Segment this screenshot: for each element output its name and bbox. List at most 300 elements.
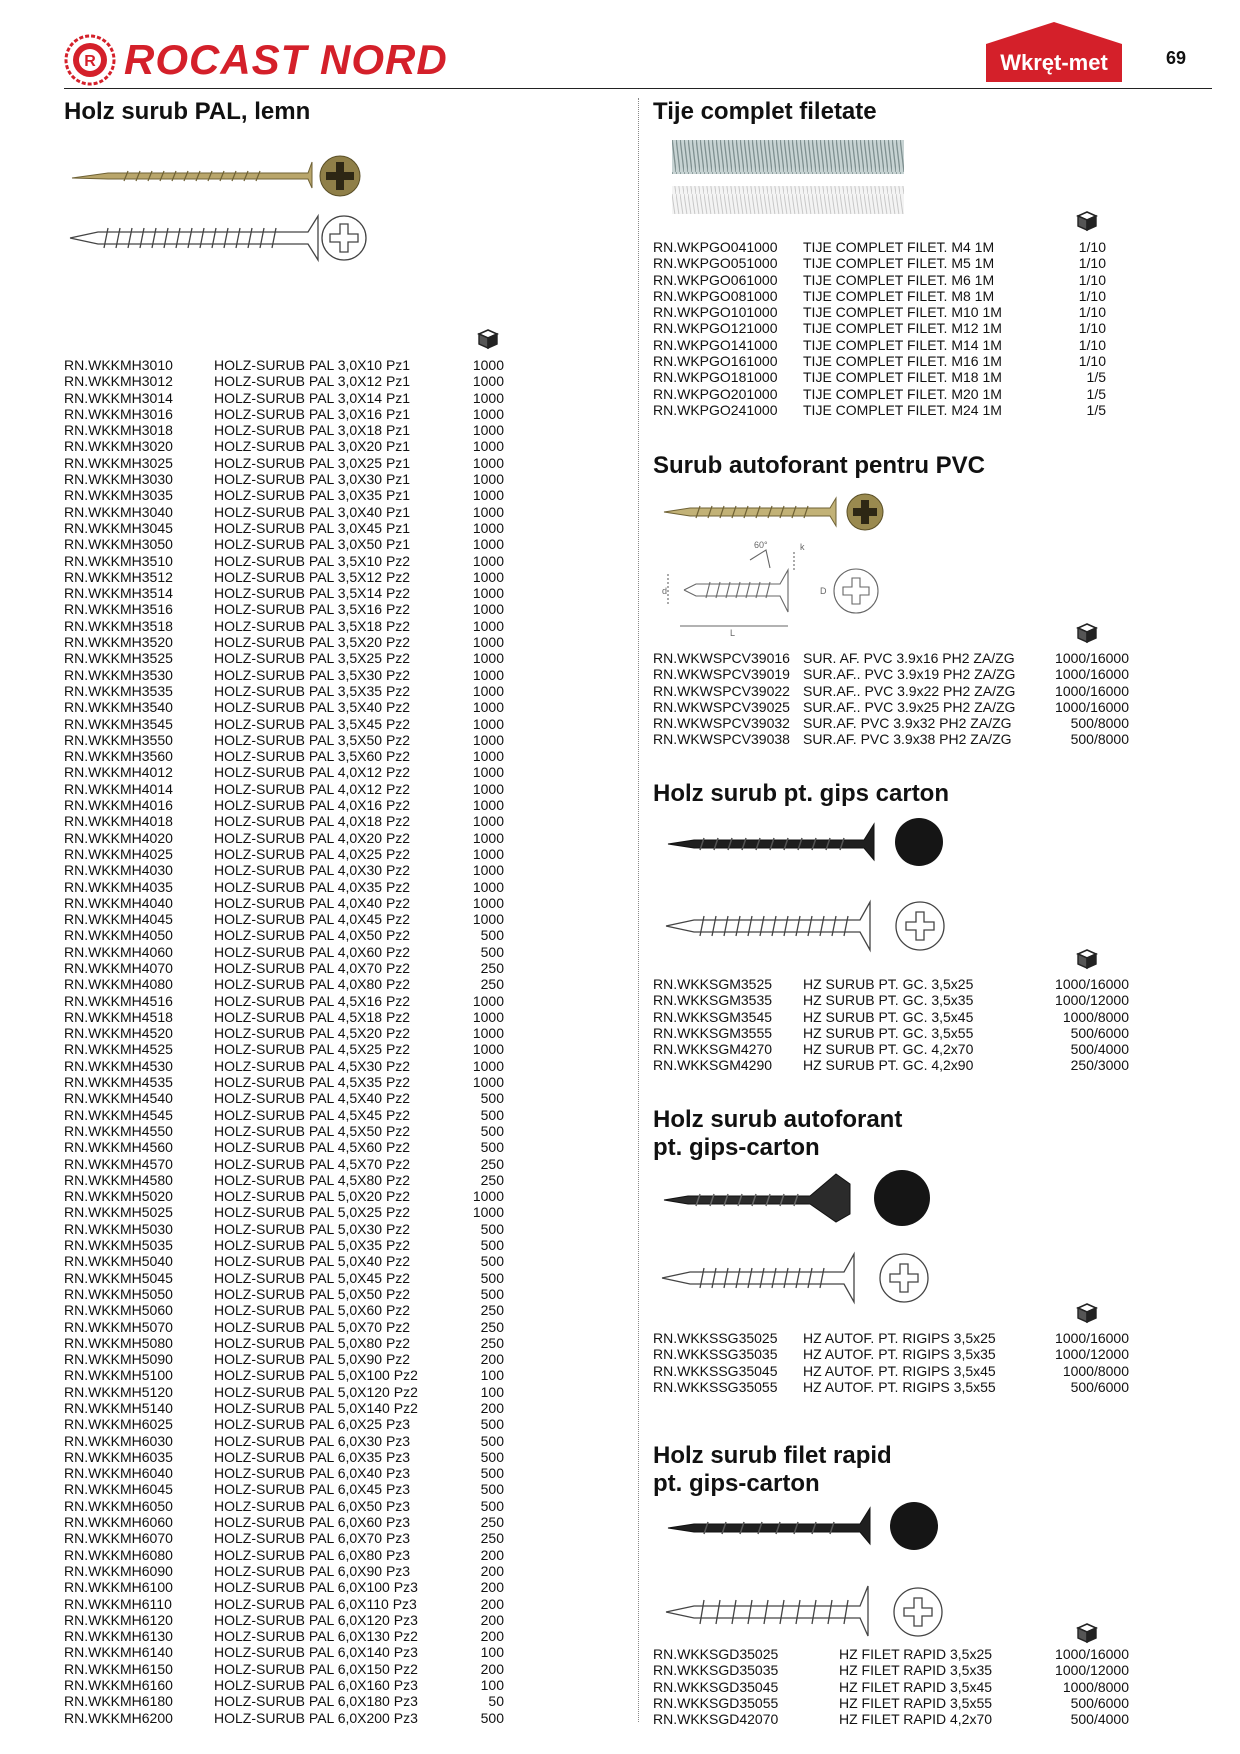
product-code: RN.WKWSPCV39038 <box>653 731 790 748</box>
page-number: 69 <box>1166 48 1187 68</box>
product-description: HOLZ-SURUB PAL 3,5X40 Pz2 <box>214 699 411 716</box>
product-code: RN.WKKMH3516 <box>64 601 173 618</box>
product-description: HOLZ-SURUB PAL 6,0X70 Pz3 <box>214 1530 411 1547</box>
package-quantity: 500/4000 <box>1070 1041 1129 1058</box>
product-code: RN.WKKMH5090 <box>64 1351 173 1368</box>
table-row <box>64 1090 524 1106</box>
product-description: HOLZ-SURUB PAL 4,5X45 Pz2 <box>214 1106 411 1123</box>
table-row <box>64 1693 524 1709</box>
product-description: HOLZ-SURUB PAL 4,5X25 Pz2 <box>214 1041 411 1058</box>
product-code: RN.WKKSGM3525 <box>653 976 773 992</box>
product-code: RN.WKKMH5035 <box>64 1237 173 1254</box>
product-code: RN.WKKMH4550 <box>64 1122 173 1139</box>
package-quantity: 1000 <box>472 503 504 520</box>
product-code: RN.WKKMH4530 <box>64 1057 173 1074</box>
product-code: RN.WKKMH6150 <box>64 1660 173 1677</box>
table-row <box>653 402 1123 418</box>
product-description: HOLZ-SURUB PAL 5,0X120 Pz2 <box>214 1383 418 1400</box>
product-description: SUR. AF. PVC 3.9x16 PH2 ZA/ZG <box>803 650 1015 666</box>
product-description: HOLZ-SURUB PAL 4,5X70 Pz2 <box>214 1155 411 1172</box>
product-description: HZ SURUB PT. GC. 4,2x90 <box>803 1057 974 1074</box>
product-code: RN.WKKMH5050 <box>64 1285 173 1302</box>
table-row <box>64 1498 524 1514</box>
brand-logo-block <box>64 34 448 86</box>
product-description: HZ FILET RAPID 3,5x35 <box>839 1662 993 1679</box>
product-description: HOLZ-SURUB PAL 4,5X16 Pz2 <box>214 992 411 1009</box>
product-description: HOLZ-SURUB PAL 4,0X50 Pz2 <box>214 927 411 944</box>
product-code: RN.WKKMH5040 <box>64 1253 173 1270</box>
product-code: RN.WKKSGM4270 <box>653 1041 773 1058</box>
package-quantity: 200 <box>480 1546 504 1563</box>
package-quantity: 100 <box>480 1644 504 1661</box>
product-description: HZ SURUB PT. GC. 4,2x70 <box>803 1041 974 1058</box>
product-code: RN.WKKMH5080 <box>64 1334 173 1351</box>
table-row <box>653 386 1123 402</box>
product-description: HOLZ-SURUB PAL 4,0X60 Pz2 <box>214 943 411 960</box>
table-row <box>653 1025 1133 1041</box>
product-description: HOLZ-SURUB PAL 3,0X50 Pz1 <box>214 536 411 553</box>
diagram-label-angle: 60° <box>754 540 768 550</box>
package-quantity: 1000 <box>472 1074 504 1091</box>
product-description: HOLZ-SURUB PAL 4,0X16 Pz2 <box>214 797 411 814</box>
product-code: RN.WKKMH4520 <box>64 1025 173 1042</box>
product-description: HOLZ-SURUB PAL 5,0X70 Pz2 <box>214 1318 411 1335</box>
product-code: RN.WKPGO081000 <box>653 287 778 304</box>
package-quantity: 200 <box>480 1562 504 1579</box>
table-row <box>653 272 1123 288</box>
package-quantity: 250/3000 <box>1070 1057 1129 1074</box>
table-row <box>653 1346 1133 1362</box>
package-quantity: 1000 <box>472 601 504 618</box>
package-quantity: 200 <box>480 1660 504 1677</box>
product-code: RN.WKKMH6060 <box>64 1514 173 1531</box>
product-description: HOLZ-SURUB PAL 5,0X140 Pz2 <box>214 1400 418 1416</box>
table-row <box>64 1367 524 1383</box>
package-box-icon <box>1076 622 1098 644</box>
product-description: TIJE COMPLET FILET. M8 1M <box>803 287 995 304</box>
product-description: HOLZ-SURUB PAL 3,0X25 Pz1 <box>214 454 411 471</box>
table-row <box>653 255 1123 271</box>
package-quantity: 1000 <box>472 699 504 716</box>
package-quantity: 250 <box>480 1514 504 1531</box>
package-box-icon <box>1076 1622 1098 1644</box>
table-row <box>653 666 1133 682</box>
product-code: RN.WKKMH3025 <box>64 454 173 471</box>
table-row <box>64 1302 524 1318</box>
table-row <box>64 1400 524 1416</box>
product-description: HOLZ-SURUB PAL 3,5X60 Pz2 <box>214 748 411 765</box>
package-quantity: 500 <box>480 1497 504 1514</box>
product-description: TIJE COMPLET FILET. M5 1M <box>803 255 995 272</box>
product-code: RN.WKPGO241000 <box>653 401 778 418</box>
table-row <box>64 862 524 878</box>
product-list-holz-surub-autoforant <box>653 1330 1133 1395</box>
product-description: HOLZ-SURUB PAL 6,0X30 Pz3 <box>214 1432 411 1449</box>
product-description: TIJE COMPLET FILET. M10 1M <box>803 304 1002 321</box>
package-quantity: 500 <box>480 1220 504 1237</box>
product-code: RN.WKWSPCV39022 <box>653 682 790 699</box>
product-code: RN.WKKMH4080 <box>64 976 173 993</box>
table-row <box>653 1646 1133 1662</box>
package-quantity: 1000 <box>472 731 504 748</box>
table-row <box>64 683 524 699</box>
table-row <box>64 1253 524 1269</box>
product-description: HOLZ-SURUB PAL 4,0X25 Pz2 <box>214 845 411 862</box>
package-quantity: 1000/16000 <box>1055 1646 1129 1662</box>
product-code: RN.WKKMH4035 <box>64 878 173 895</box>
product-code: RN.WKKMH3050 <box>64 536 173 553</box>
diagram-label-D: D <box>820 586 827 596</box>
product-code: RN.WKKMH4516 <box>64 992 173 1009</box>
package-quantity: 500 <box>480 1122 504 1139</box>
product-code: RN.WKKSGD42070 <box>653 1711 779 1728</box>
product-code: RN.WKKMH4535 <box>64 1074 173 1091</box>
package-quantity: 500 <box>480 1269 504 1286</box>
product-description: HOLZ-SURUB PAL 4,0X35 Pz2 <box>214 878 411 895</box>
table-row <box>64 993 524 1009</box>
package-quantity: 1/5 <box>1086 369 1106 386</box>
product-description: TIJE COMPLET FILET. M6 1M <box>803 271 995 288</box>
table-row <box>653 731 1133 747</box>
product-code: RN.WKKMH3514 <box>64 585 173 602</box>
product-description: HOLZ-SURUB PAL 6,0X140 Pz3 <box>214 1644 418 1661</box>
product-code: RN.WKPGO041000 <box>653 239 778 255</box>
package-quantity: 1000 <box>472 405 504 422</box>
product-code: RN.WKKSGM4290 <box>653 1057 773 1074</box>
table-row <box>64 1351 524 1367</box>
product-description: HOLZ-SURUB PAL 3,5X35 Pz2 <box>214 682 411 699</box>
table-row <box>64 1530 524 1546</box>
product-description: HZ SURUB PT. GC. 3,5x25 <box>803 976 974 992</box>
product-code: RN.WKPGO161000 <box>653 353 778 370</box>
table-row <box>64 944 524 960</box>
table-row <box>64 1433 524 1449</box>
product-description: HOLZ-SURUB PAL 3,0X14 Pz1 <box>214 389 411 406</box>
table-row <box>64 1481 524 1497</box>
product-description: HOLZ-SURUB PAL 3,5X45 Pz2 <box>214 715 411 732</box>
product-code: RN.WKKMH3045 <box>64 519 173 536</box>
product-code: RN.WKKSSG35055 <box>653 1378 778 1395</box>
package-quantity: 1000/16000 <box>1055 976 1129 992</box>
product-description: HOLZ-SURUB PAL 3,5X50 Pz2 <box>214 731 411 748</box>
table-row <box>64 1204 524 1220</box>
product-code: RN.WKKSSG35025 <box>653 1330 778 1346</box>
package-quantity: 1000 <box>472 568 504 585</box>
product-description: HOLZ-SURUB PAL 4,5X60 Pz2 <box>214 1139 411 1156</box>
product-description: HOLZ-SURUB PAL 6,0X110 Pz3 <box>214 1595 417 1612</box>
product-description: HOLZ-SURUB PAL 6,0X50 Pz3 <box>214 1497 411 1514</box>
table-row <box>64 553 524 569</box>
product-description: HOLZ-SURUB PAL 6,0X40 Pz3 <box>214 1465 411 1482</box>
package-quantity: 50 <box>488 1693 504 1710</box>
table-row <box>653 683 1133 699</box>
table-row <box>64 1547 524 1563</box>
product-description: HZ AUTOF. PT. RIGIPS 3,5x25 <box>803 1330 996 1346</box>
table-row <box>64 1628 524 1644</box>
package-quantity: 1000 <box>472 422 504 439</box>
product-description: HZ FILET RAPID 4,2x70 <box>839 1711 993 1728</box>
product-description: HOLZ-SURUB PAL 5,0X45 Pz2 <box>214 1269 411 1286</box>
table-row <box>64 1237 524 1253</box>
package-quantity: 1000 <box>472 764 504 781</box>
product-description: TIJE COMPLET FILET. M16 1M <box>803 353 1002 370</box>
product-code: RN.WKKMH6160 <box>64 1677 173 1694</box>
product-code: RN.WKKMH6030 <box>64 1432 173 1449</box>
product-description: HOLZ-SURUB PAL 3,0X20 Pz1 <box>214 438 411 455</box>
product-list-tije-complet-filetate <box>653 239 1123 418</box>
product-description: HOLZ-SURUB PAL 4,5X35 Pz2 <box>214 1074 411 1091</box>
package-quantity: 1000 <box>472 1057 504 1074</box>
table-row <box>64 1384 524 1400</box>
table-row <box>64 1025 524 1041</box>
product-code: RN.WKKMH4545 <box>64 1106 173 1123</box>
package-quantity: 250 <box>480 1155 504 1172</box>
table-row <box>64 390 524 406</box>
product-code: RN.WKKMH5025 <box>64 1204 173 1221</box>
package-quantity: 1000 <box>472 454 504 471</box>
product-code: RN.WKKMH5045 <box>64 1269 173 1286</box>
product-description: SUR.AF.. PVC 3.9x19 PH2 ZA/ZG <box>803 666 1016 683</box>
table-row <box>653 1041 1133 1057</box>
package-quantity: 500 <box>480 1253 504 1270</box>
table-row <box>64 1123 524 1139</box>
table-row <box>64 585 524 601</box>
table-row <box>64 438 524 454</box>
package-quantity: 1/5 <box>1086 401 1106 418</box>
brand-name: ROCAST NORD <box>124 36 448 83</box>
product-code: RN.WKKMH4016 <box>64 797 173 814</box>
package-quantity: 1000 <box>472 1008 504 1025</box>
package-quantity: 500 <box>480 1090 504 1107</box>
package-quantity: 1/10 <box>1078 271 1106 288</box>
table-row <box>64 1156 524 1172</box>
package-box-icon <box>1076 210 1098 232</box>
product-code: RN.WKKMH5100 <box>64 1367 173 1384</box>
package-quantity: 500 <box>480 1448 504 1465</box>
package-quantity: 1000/16000 <box>1055 650 1129 666</box>
product-list-surub-autoforant-pvc <box>653 650 1133 748</box>
package-quantity: 500 <box>480 1432 504 1449</box>
package-quantity: 1000 <box>472 1041 504 1058</box>
product-code: RN.WKKMH5030 <box>64 1220 173 1237</box>
table-row <box>653 699 1133 715</box>
package-quantity: 1000 <box>472 682 504 699</box>
package-quantity: 250 <box>480 1318 504 1335</box>
table-row <box>64 667 524 683</box>
table-row <box>64 422 524 438</box>
product-description: TIJE COMPLET FILET. M4 1M <box>803 239 995 255</box>
product-code: RN.WKKMH6180 <box>64 1693 173 1710</box>
table-row <box>64 1465 524 1481</box>
product-code: RN.WKKMH4560 <box>64 1139 173 1156</box>
section-title-holz-surub-autoforant-line1: Holz surub autoforant <box>653 1106 903 1133</box>
package-quantity: 200 <box>480 1351 504 1368</box>
table-row <box>64 1107 524 1123</box>
package-quantity: 1000 <box>472 748 504 765</box>
product-code: RN.WKKSSG35045 <box>653 1362 778 1379</box>
product-description: HOLZ-SURUB PAL 6,0X80 Pz3 <box>214 1546 411 1563</box>
package-quantity: 500 <box>480 1709 504 1726</box>
section-title-surub-autoforant-pvc: Surub autoforant pentru PVC <box>653 452 985 479</box>
package-quantity: 1/10 <box>1078 239 1106 255</box>
package-quantity: 1000 <box>472 780 504 797</box>
product-description: HZ SURUB PT. GC. 3,5x55 <box>803 1024 974 1041</box>
package-quantity: 1000/16000 <box>1055 698 1129 715</box>
table-row <box>64 895 524 911</box>
product-code: RN.WKKSSG35035 <box>653 1346 778 1363</box>
table-row <box>64 1661 524 1677</box>
package-quantity: 500 <box>480 943 504 960</box>
table-row <box>64 618 524 634</box>
product-code: RN.WKWSPCV39016 <box>653 650 790 666</box>
table-row <box>64 1514 524 1530</box>
table-row <box>653 1711 1133 1727</box>
product-code: RN.WKKMH6140 <box>64 1644 173 1661</box>
diagram-label-L: L <box>730 628 736 638</box>
table-row <box>64 634 524 650</box>
package-quantity: 250 <box>480 1171 504 1188</box>
product-description: HOLZ-SURUB PAL 6,0X25 Pz3 <box>214 1416 411 1433</box>
product-description: HOLZ-SURUB PAL 4,0X80 Pz2 <box>214 976 411 993</box>
product-description: HOLZ-SURUB PAL 3,0X10 Pz1 <box>214 357 411 373</box>
table-row <box>653 1379 1133 1395</box>
product-description: HOLZ-SURUB PAL 3,5X12 Pz2 <box>214 568 411 585</box>
product-description: HOLZ-SURUB PAL 4,0X70 Pz2 <box>214 959 411 976</box>
product-code: RN.WKKMH4020 <box>64 829 173 846</box>
package-quantity: 1000 <box>472 634 504 651</box>
table-row <box>64 536 524 552</box>
product-description: HOLZ-SURUB PAL 6,0X120 Pz3 <box>214 1611 418 1628</box>
product-description: HOLZ-SURUB PAL 6,0X100 Pz3 <box>214 1579 418 1596</box>
package-quantity: 1000/8000 <box>1062 1008 1129 1025</box>
product-description: HOLZ-SURUB PAL 6,0X45 Pz3 <box>214 1481 411 1498</box>
table-row <box>64 569 524 585</box>
product-code: RN.WKKMH3012 <box>64 373 173 390</box>
product-code: RN.WKKSGD35055 <box>653 1694 779 1711</box>
product-description: HOLZ-SURUB PAL 4,0X40 Pz2 <box>214 894 411 911</box>
table-row <box>64 1139 524 1155</box>
product-description: HZ AUTOF. PT. RIGIPS 3,5x55 <box>803 1378 996 1395</box>
product-code: RN.WKKMH3035 <box>64 487 173 504</box>
product-description: HOLZ-SURUB PAL 3,5X14 Pz2 <box>214 585 411 602</box>
product-description: HOLZ-SURUB PAL 4,5X50 Pz2 <box>214 1122 411 1139</box>
table-row <box>64 781 524 797</box>
product-description: HOLZ-SURUB PAL 6,0X150 Pz2 <box>214 1660 418 1677</box>
package-quantity: 1/10 <box>1078 304 1106 321</box>
product-description: HOLZ-SURUB PAL 4,0X18 Pz2 <box>214 813 411 830</box>
table-row <box>64 357 524 373</box>
product-description: HOLZ-SURUB PAL 3,0X40 Pz1 <box>214 503 411 520</box>
product-description: HOLZ-SURUB PAL 6,0X130 Pz2 <box>214 1628 418 1645</box>
product-code: RN.WKWSPCV39032 <box>653 715 790 732</box>
product-description: SUR.AF. PVC 3.9x38 PH2 ZA/ZG <box>803 731 1012 748</box>
package-quantity: 1000 <box>472 585 504 602</box>
product-description: HOLZ-SURUB PAL 5,0X90 Pz2 <box>214 1351 411 1368</box>
product-description: HOLZ-SURUB PAL 4,0X30 Pz2 <box>214 862 411 879</box>
product-code: RN.WKKMH3010 <box>64 357 173 373</box>
product-code: RN.WKKMH4030 <box>64 862 173 879</box>
product-code: RN.WKKMH3510 <box>64 552 173 569</box>
table-row <box>64 732 524 748</box>
table-row <box>653 1330 1133 1346</box>
table-row <box>64 1416 524 1432</box>
product-code: RN.WKPGO061000 <box>653 271 778 288</box>
product-description: HOLZ-SURUB PAL 4,0X45 Pz2 <box>214 911 411 928</box>
product-code: RN.WKKMH4525 <box>64 1041 173 1058</box>
package-quantity: 1000 <box>472 357 504 373</box>
product-code: RN.WKKMH6110 <box>64 1595 172 1612</box>
package-quantity: 1000/12000 <box>1055 992 1129 1009</box>
product-code: RN.WKKMH4018 <box>64 813 173 830</box>
product-description: HOLZ-SURUB PAL 4,5X80 Pz2 <box>214 1171 411 1188</box>
product-description: HOLZ-SURUB PAL 6,0X160 Pz3 <box>214 1677 418 1694</box>
table-row <box>653 1057 1133 1073</box>
product-description: HZ FILET RAPID 3,5x25 <box>839 1646 993 1662</box>
product-code: RN.WKKSGM3545 <box>653 1008 773 1025</box>
table-row <box>64 455 524 471</box>
product-description: HOLZ-SURUB PAL 5,0X25 Pz2 <box>214 1204 411 1221</box>
package-quantity: 1000 <box>472 373 504 390</box>
package-quantity: 200 <box>480 1579 504 1596</box>
product-code: RN.WKKMH3512 <box>64 568 173 585</box>
product-description: SUR.AF. PVC 3.9x32 PH2 ZA/ZG <box>803 715 1012 732</box>
table-row <box>653 288 1123 304</box>
package-quantity: 1000 <box>472 797 504 814</box>
product-code: RN.WKKMH4580 <box>64 1171 173 1188</box>
table-row <box>64 911 524 927</box>
table-row <box>64 1449 524 1465</box>
product-code: RN.WKKMH5060 <box>64 1302 173 1319</box>
table-row <box>64 797 524 813</box>
table-row <box>64 1596 524 1612</box>
product-description: TIJE COMPLET FILET. M12 1M <box>803 320 1002 337</box>
package-quantity: 500 <box>480 1237 504 1254</box>
product-code: RN.WKKMH4012 <box>64 764 173 781</box>
package-quantity: 1000 <box>472 1188 504 1205</box>
product-description: SUR.AF.. PVC 3.9x22 PH2 ZA/ZG <box>803 682 1016 699</box>
package-quantity: 1000 <box>472 829 504 846</box>
product-code: RN.WKKMH6090 <box>64 1562 173 1579</box>
product-code: RN.WKKMH3545 <box>64 715 173 732</box>
package-quantity: 250 <box>480 1530 504 1547</box>
product-code: RN.WKKMH6025 <box>64 1416 173 1433</box>
table-row <box>64 406 524 422</box>
product-code: RN.WKKMH6120 <box>64 1611 173 1628</box>
product-description: HOLZ-SURUB PAL 4,5X30 Pz2 <box>214 1057 411 1074</box>
product-code: RN.WKKMH5140 <box>64 1400 173 1416</box>
product-description: HOLZ-SURUB PAL 5,0X80 Pz2 <box>214 1334 411 1351</box>
package-quantity: 1000/12000 <box>1055 1346 1129 1363</box>
table-row <box>653 992 1133 1008</box>
product-code: RN.WKKMH4050 <box>64 927 173 944</box>
package-quantity: 500/6000 <box>1070 1024 1129 1041</box>
product-code: RN.WKPGO201000 <box>653 385 778 402</box>
table-row <box>64 1270 524 1286</box>
product-code: RN.WKKMH3525 <box>64 650 173 667</box>
package-quantity: 1/10 <box>1078 353 1106 370</box>
product-code: RN.WKPGO101000 <box>653 304 778 321</box>
diagram-label-k: k <box>800 542 805 552</box>
table-row <box>64 716 524 732</box>
table-row <box>64 1286 524 1302</box>
drywall-screw-illustration <box>664 816 954 966</box>
table-row <box>64 927 524 943</box>
package-quantity: 250 <box>480 1334 504 1351</box>
product-description: HOLZ-SURUB PAL 3,0X12 Pz1 <box>214 373 411 390</box>
package-quantity: 1000/16000 <box>1055 666 1129 683</box>
product-description: HOLZ-SURUB PAL 6,0X60 Pz3 <box>214 1514 411 1531</box>
product-description: HOLZ-SURUB PAL 3,5X25 Pz2 <box>214 650 411 667</box>
